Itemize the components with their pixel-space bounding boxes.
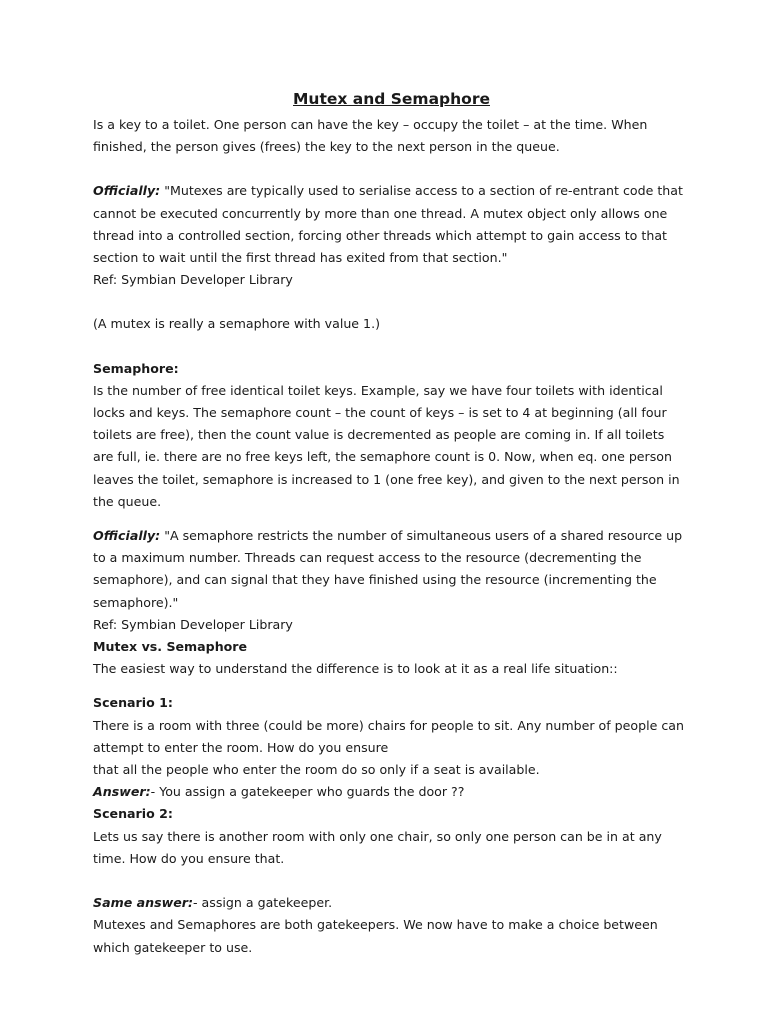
mutex-note: (A mutex is really a semaphore with value 1.): [93, 316, 380, 332]
mutex-official-paragraph: [93, 180, 684, 269]
mutex-official-label: Officially:: [93, 183, 161, 199]
same-answer-paragraph: [93, 892, 684, 914]
mutex-vs-semaphore-text: The easiest way to understand the difference is to look at it as a real life situation::: [93, 661, 618, 677]
semaphore-official-label: Officially:: [93, 528, 161, 544]
semaphore-official-paragraph: [93, 525, 684, 614]
same-answer-text: - assign a gatekeeper.: [193, 895, 333, 911]
mutex-intro: Is a key to a toilet. One person can have the key – occupy the toilet – at the time. When finished, the person gives (frees) the key to the next person in the queue.: [93, 117, 648, 155]
page-title: Mutex and Semaphore: [293, 90, 490, 108]
scenario-2-heading: Scenario 2:: [93, 806, 173, 822]
answer-paragraph: [93, 781, 684, 803]
answer-text: - You assign a gatekeeper who guards the door ??: [150, 784, 465, 800]
mutex-official-text: "Mutexes are typically used to serialise access to a section of re-entrant code that cannot be executed concurrently by more than one thread. A mutex object only allows one thread into a controlled section, forcing other threads which attempt to gain access to that section to wait until the first thread has exited from that section.": [93, 183, 683, 266]
semaphore-text: Is the number of free identical toilet keys. Example, say we have four toilets with identical locks and keys. The semaphore count – the count of keys – is set to 4 at beginning (all four toilets are free), then the count value is decremented as people are coming in. If all toilets are full, ie. there are no free keys left, the semaphore count is 0. Now, when eq. one person leaves the toilet, semaphore is increased to 1 (one free key), and given to the next person in the queue.: [93, 382, 680, 509]
answer-label: Answer:: [93, 784, 151, 800]
same-answer-label: Same answer:: [93, 895, 193, 911]
semaphore-heading: Semaphore:: [93, 360, 179, 376]
scenario-1-line-2: that all the people who enter the room do so only if a seat is available.: [93, 762, 540, 778]
semaphore-reference: Ref: Symbian Developer Library: [93, 616, 293, 632]
mutex-reference: Ref: Symbian Developer Library: [93, 272, 293, 288]
scenario-1-heading: Scenario 1:: [93, 695, 173, 711]
conclusion-text: Mutexes and Semaphores are both gatekeepers. We now have to make a choice between which gatekeeper to use.: [93, 917, 658, 955]
semaphore-official-text: "A semaphore restricts the number of simultaneous users of a shared resource up to a maximum number. Threads can request access to the resource (decrementing the semaphore), and can signal that they have finished using the resource (incrementing the semaphore).": [93, 528, 683, 610]
mutex-vs-semaphore-heading: Mutex vs. Semaphore: [93, 639, 248, 655]
scenario-1-line-1: There is a room with three (could be more) chairs for people to sit. Any number of people can attempt to enter the room. How do you ensure: [93, 717, 684, 755]
scenario-2-text: Lets us say there is another room with only one chair, so only one person can be in at any time. How do you ensure that.: [93, 828, 662, 866]
